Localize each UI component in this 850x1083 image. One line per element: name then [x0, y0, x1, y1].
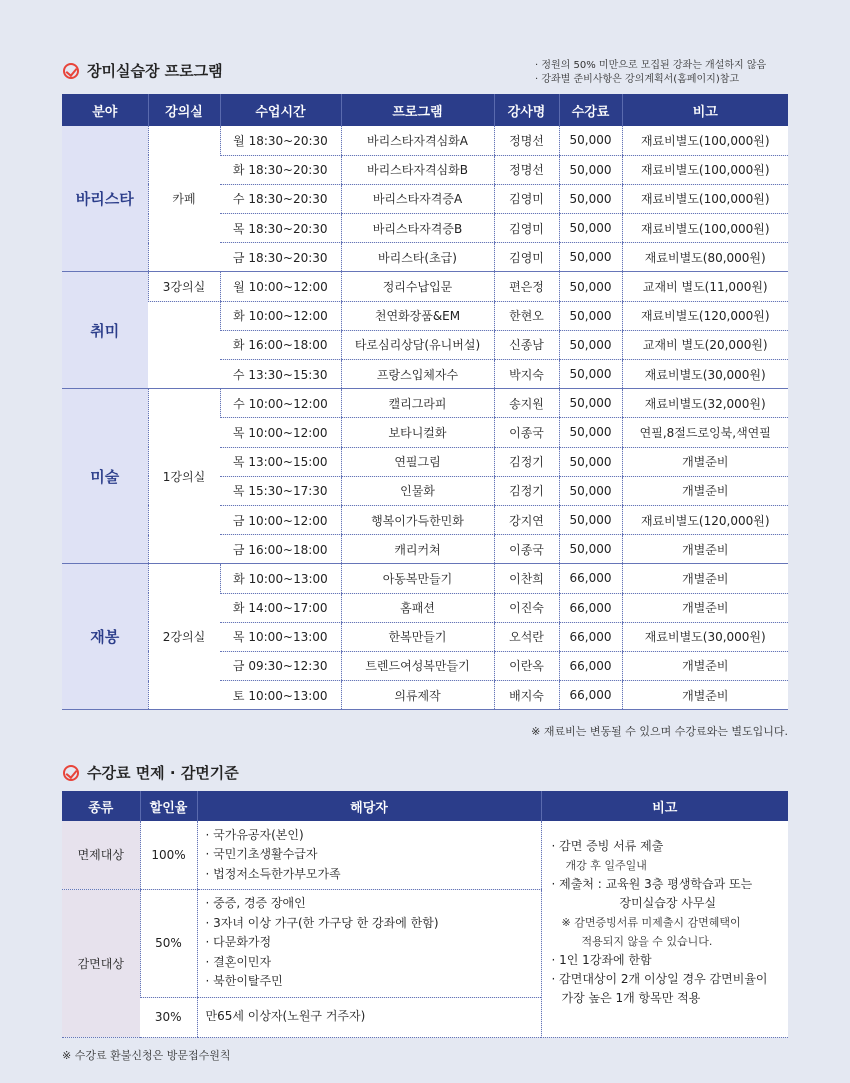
room-cell: 카페: [148, 126, 220, 272]
instructor-cell: 정명선: [494, 126, 559, 155]
remark-cell: 교재비 별도(11,000원): [622, 272, 788, 301]
time-cell: 화 18:30~20:30: [220, 155, 341, 184]
fee-cell: 50,000: [559, 272, 622, 301]
fee-rate: 100%: [140, 821, 197, 889]
program-title: 장미실습장 프로그램: [87, 62, 223, 80]
table-row: [62, 564, 788, 593]
fee-cell: 66,000: [559, 564, 622, 593]
remark-cell: 개별준비: [622, 535, 788, 564]
header-cell: 종류: [62, 791, 140, 821]
program-cell: 바리스타자격심화B: [341, 155, 494, 184]
remark-item: · 감면대상이 2개 이상일 경우 감면비율이: [552, 970, 779, 989]
time-cell: 화 16:00~18:00: [220, 330, 341, 359]
remark-cell: 교재비 별도(20,000원): [622, 330, 788, 359]
program-cell: 홈패션: [341, 593, 494, 622]
list-item: · 3자녀 이상 가구(한 가구당 한 강좌에 한함): [206, 914, 533, 934]
remark-cell: 재료비별도(100,000원): [622, 126, 788, 155]
table-row: [62, 301, 788, 330]
time-cell: 수 18:30~20:30: [220, 184, 341, 213]
fee-rate: 50%: [140, 889, 197, 997]
fee-cell: 50,000: [559, 214, 622, 243]
fee-type: 감면대상: [62, 889, 140, 1037]
check-circle-icon: [63, 765, 79, 781]
header-cell: 비고: [622, 94, 788, 126]
program-cell: 캘리그라피: [341, 389, 494, 418]
time-cell: 화 10:00~13:00: [220, 564, 341, 593]
table-row: [62, 389, 788, 418]
time-cell: 수 13:30~15:30: [220, 360, 341, 389]
fee-rate: 30%: [140, 997, 197, 1037]
program-cell: 인물화: [341, 476, 494, 505]
remark-item: · 감면 증빙 서류 제출: [552, 837, 779, 856]
time-cell: 목 18:30~20:30: [220, 214, 341, 243]
fee-cell: 50,000: [559, 360, 622, 389]
time-cell: 목 13:00~15:00: [220, 447, 341, 476]
program-cell: 타로심리상담(유니버설): [341, 330, 494, 359]
list-item: · 결혼이민자: [206, 953, 533, 973]
program-cell: 연필그림: [341, 447, 494, 476]
instructor-cell: 김영미: [494, 243, 559, 272]
remark-cell: 재료비별도(30,000원): [622, 622, 788, 651]
fee-cell: 50,000: [559, 184, 622, 213]
instructor-cell: 배지숙: [494, 681, 559, 710]
category-cell: 바리스타: [62, 126, 148, 272]
program-cell: 천연화장품&EM: [341, 301, 494, 330]
list-item: · 법정저소득한가부모가족: [206, 865, 533, 885]
time-cell: 화 14:00~17:00: [220, 593, 341, 622]
remark-sub: 개강 후 일주일내: [565, 859, 647, 872]
material-footnote: ※ 재료비는 변동될 수 있으며 수강료와는 별도입니다.: [531, 725, 788, 738]
table-row: [62, 126, 788, 155]
header-cell: 해당자: [197, 791, 541, 821]
remark-item: · 제출처 : 교육원 3층 평생학습과 또는: [552, 875, 779, 894]
program-cell: 행복이가득한민화: [341, 505, 494, 534]
program-notes: [535, 59, 766, 87]
fee-title: 수강료 면제 · 감면기준: [87, 764, 239, 782]
fee-cell: 50,000: [559, 389, 622, 418]
instructor-cell: 이종국: [494, 535, 559, 564]
room-cell: [148, 301, 220, 389]
fee-table: [62, 791, 788, 1038]
time-cell: 화 10:00~12:00: [220, 301, 341, 330]
header-cell: 수강료: [559, 94, 622, 126]
instructor-cell: 김영미: [494, 184, 559, 213]
fee-cell: 50,000: [559, 535, 622, 564]
instructor-cell: 이찬희: [494, 564, 559, 593]
time-cell: 월 18:30~20:30: [220, 126, 341, 155]
room-cell: 2강의실: [148, 564, 220, 710]
list-item: · 국가유공자(본인): [206, 826, 533, 846]
list-item: · 북한이탈주민: [206, 972, 533, 992]
fee-cell: 66,000: [559, 681, 622, 710]
category-cell: 취미: [62, 272, 148, 389]
program-header-row: [62, 94, 788, 126]
list-item: · 국민기초생활수급자: [206, 845, 533, 865]
time-cell: 목 15:30~17:30: [220, 476, 341, 505]
fee-type: 면제대상: [62, 821, 140, 889]
header-cell: 수업시간: [220, 94, 341, 126]
remark-cell: 개별준비: [622, 651, 788, 680]
header-cell: 강의실: [148, 94, 220, 126]
header-cell: 분야: [62, 94, 148, 126]
instructor-cell: 오석란: [494, 622, 559, 651]
remark-cell: 개별준비: [622, 593, 788, 622]
remark-note: ※ 감면증빙서류 미제출시 감면혜택이: [561, 916, 741, 929]
program-note: · 정원의 50% 미만으로 모집된 강좌는 개설하지 않음: [535, 59, 766, 73]
instructor-cell: 김영미: [494, 214, 559, 243]
fee-cell: 50,000: [559, 301, 622, 330]
program-cell: 보타니컬화: [341, 418, 494, 447]
program-cell: 바리스타자격심화A: [341, 126, 494, 155]
remark-cont: 가장 높은 1개 항목만 적용: [561, 991, 701, 1005]
program-cell: 한복만들기: [341, 622, 494, 651]
header-cell: 프로그램: [341, 94, 494, 126]
program-note: · 강좌별 준비사항은 강의계획서(홈페이지)참고: [535, 73, 766, 87]
fee-section-title: [63, 762, 239, 783]
time-cell: 수 10:00~12:00: [220, 389, 341, 418]
fee-header-row: [62, 791, 788, 821]
header-cell: 강사명: [494, 94, 559, 126]
program-cell: 의류제작: [341, 681, 494, 710]
remark-cell: 개별준비: [622, 564, 788, 593]
room-cell: 3강의실: [148, 272, 220, 301]
remark-cell: 재료비별도(100,000원): [622, 184, 788, 213]
time-cell: 금 16:00~18:00: [220, 535, 341, 564]
program-cell: 캐리커쳐: [341, 535, 494, 564]
fee-cell: 50,000: [559, 330, 622, 359]
fee-cell: 66,000: [559, 651, 622, 680]
time-cell: 월 10:00~12:00: [220, 272, 341, 301]
instructor-cell: 이종국: [494, 418, 559, 447]
program-cell: 바리스타(초급): [341, 243, 494, 272]
remark-cell: 재료비별도(100,000원): [622, 214, 788, 243]
list-item: · 다문화가정: [206, 933, 533, 953]
category-cell: 미술: [62, 389, 148, 564]
time-cell: 목 10:00~13:00: [220, 622, 341, 651]
remark-note: 적용되지 않을 수 있습니다.: [581, 935, 713, 948]
remark-item: · 1인 1강좌에 한함: [552, 951, 779, 970]
instructor-cell: 정명선: [494, 155, 559, 184]
remark-cell: 연필,8절드로잉북,색연필: [622, 418, 788, 447]
remark-cell: 재료비별도(100,000원): [622, 155, 788, 184]
time-cell: 목 10:00~12:00: [220, 418, 341, 447]
instructor-cell: 김정기: [494, 447, 559, 476]
remark-cell: 재료비별도(30,000원): [622, 360, 788, 389]
refund-footnote: ※ 수강료 환불신청은 방문접수원칙: [62, 1049, 231, 1062]
program-table: [62, 94, 788, 710]
fee-cell: 50,000: [559, 447, 622, 476]
remark-cont: 장미실습장 사무실: [619, 896, 717, 910]
instructor-cell: 강지연: [494, 505, 559, 534]
category-cell: 재봉: [62, 564, 148, 710]
program-cell: 프랑스입체자수: [341, 360, 494, 389]
instructor-cell: 한현오: [494, 301, 559, 330]
time-cell: 금 10:00~12:00: [220, 505, 341, 534]
program-cell: 트렌드여성복만들기: [341, 651, 494, 680]
table-row: [62, 272, 788, 301]
program-cell: 바리스타자격증A: [341, 184, 494, 213]
fee-cell: 50,000: [559, 243, 622, 272]
remark-cell: 개별준비: [622, 681, 788, 710]
remark-cell: 재료비별도(120,000원): [622, 505, 788, 534]
fee-eligible-single: 만65세 이상자(노원구 거주자): [197, 997, 541, 1037]
remark-cell: 개별준비: [622, 447, 788, 476]
fee-cell: 50,000: [559, 476, 622, 505]
instructor-cell: 김정기: [494, 476, 559, 505]
check-circle-icon: [63, 63, 79, 79]
fee-row-exempt: [62, 821, 788, 889]
fee-cell: 50,000: [559, 155, 622, 184]
remark-cell: 재료비별도(120,000원): [622, 301, 788, 330]
instructor-cell: 신종남: [494, 330, 559, 359]
instructor-cell: 편은정: [494, 272, 559, 301]
fee-eligible-list: [197, 821, 541, 889]
remark-cell: 재료비별도(80,000원): [622, 243, 788, 272]
remark-cell: 재료비별도(32,000원): [622, 389, 788, 418]
time-cell: 금 18:30~20:30: [220, 243, 341, 272]
fee-cell: 50,000: [559, 418, 622, 447]
fee-cell: 50,000: [559, 126, 622, 155]
fee-eligible-list: [197, 889, 541, 997]
fee-cell: 66,000: [559, 622, 622, 651]
program-cell: 바리스타자격증B: [341, 214, 494, 243]
list-item: · 중증, 경증 장애인: [206, 894, 533, 914]
time-cell: 금 09:30~12:30: [220, 651, 341, 680]
fee-cell: 50,000: [559, 505, 622, 534]
header-cell: 비고: [541, 791, 788, 821]
instructor-cell: 박지숙: [494, 360, 559, 389]
instructor-cell: 송지원: [494, 389, 559, 418]
program-cell: 아동복만들기: [341, 564, 494, 593]
instructor-cell: 이진숙: [494, 593, 559, 622]
time-cell: 토 10:00~13:00: [220, 681, 341, 710]
fee-remarks: [541, 821, 788, 1037]
remark-cell: 개별준비: [622, 476, 788, 505]
header-cell: 할인율: [140, 791, 197, 821]
fee-cell: 66,000: [559, 593, 622, 622]
instructor-cell: 이란옥: [494, 651, 559, 680]
room-cell: 1강의실: [148, 389, 220, 564]
program-cell: 정리수납입문: [341, 272, 494, 301]
program-section-title: [63, 60, 223, 81]
